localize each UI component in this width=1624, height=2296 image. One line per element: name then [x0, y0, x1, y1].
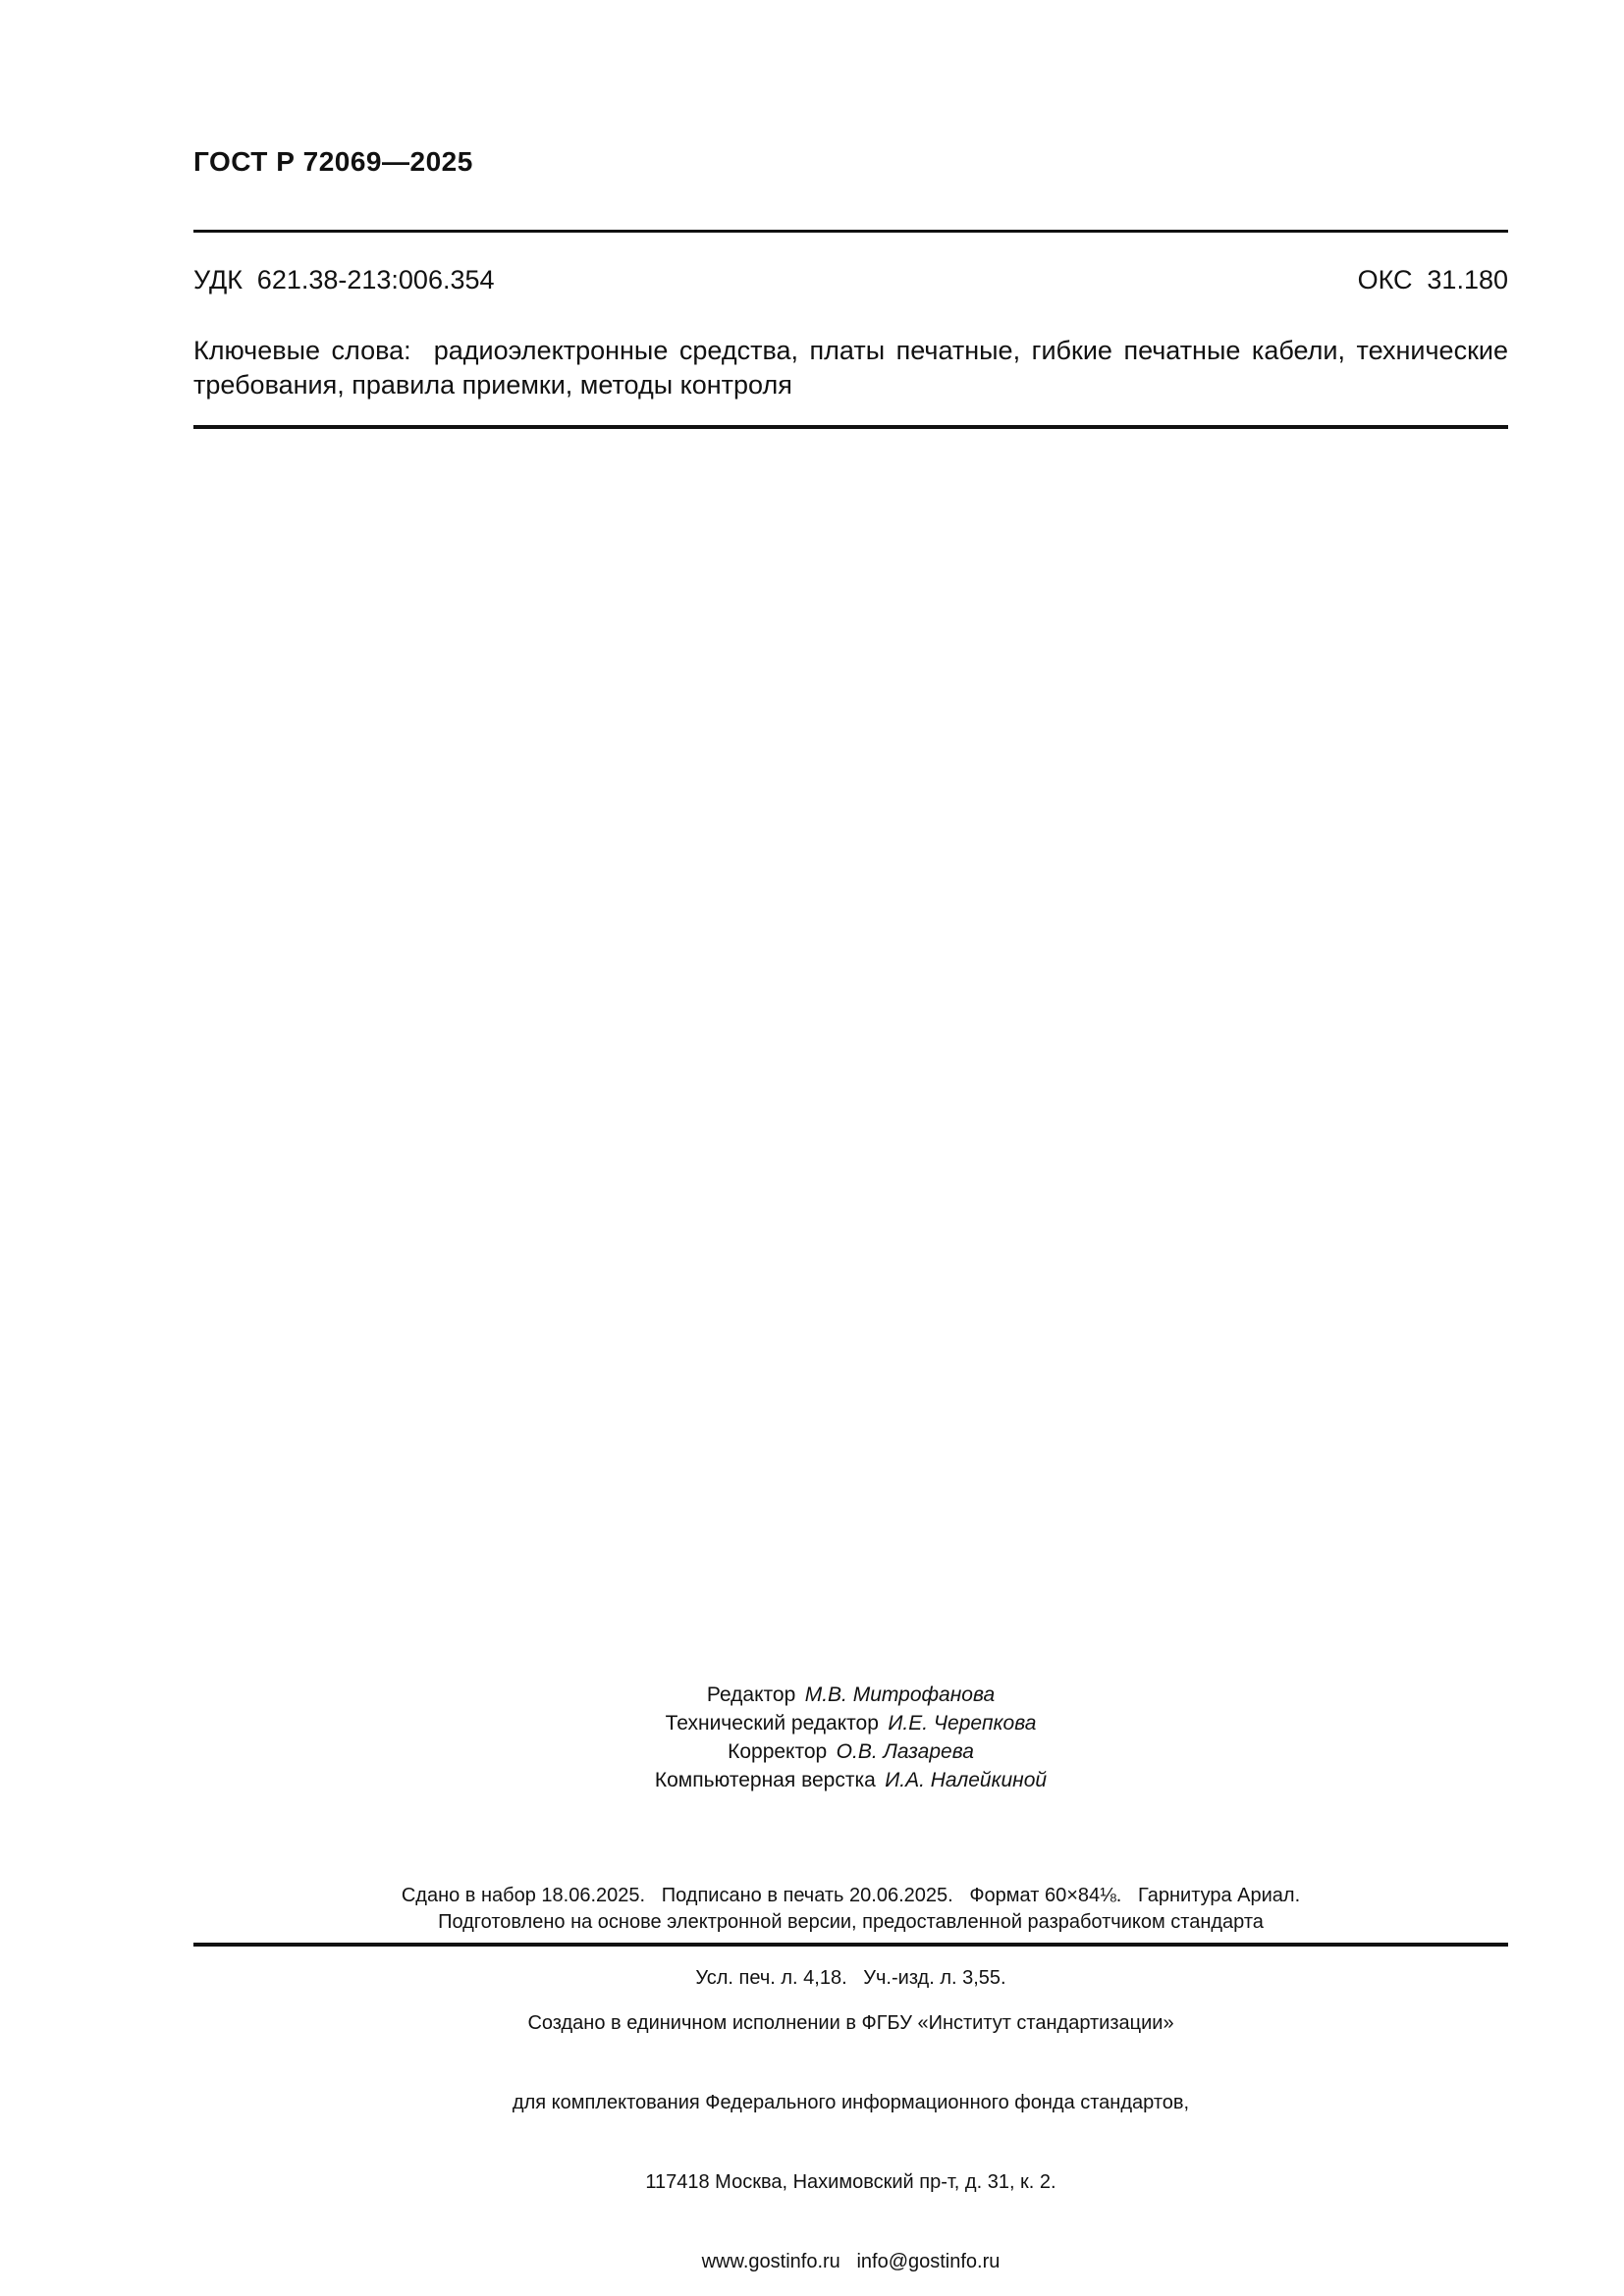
editor-line [193, 1709, 1508, 1737]
oks-code [1358, 263, 1508, 297]
editor-role: Технический редактор [665, 1712, 879, 1735]
divider-keywords [193, 425, 1508, 429]
page-title: ГОСТ Р 72069—2025 [193, 146, 473, 177]
editor-name: М.В. Митрофанова [804, 1683, 996, 1706]
oks-value: 31.180 [1427, 265, 1508, 294]
editor-name: О.В. Лазарева [836, 1740, 974, 1763]
publisher-line-2: для комплектования Федерального информационного фонда стандартов, [512, 2092, 1190, 2113]
editor-line [193, 1766, 1508, 1794]
classification-row [193, 263, 1508, 297]
udk-code [193, 263, 495, 297]
keywords-paragraph: Ключевые слова: радиоэлектронные средства, платы печатные, гибкие печатные кабели, технические требования, правила приемки, методы контроля [193, 336, 1508, 400]
divider-bottom [193, 1943, 1508, 1947]
editors-block [193, 1681, 1508, 1794]
editor-role: Редактор [706, 1683, 796, 1706]
editor-name: И.Е. Черепкова [888, 1712, 1037, 1735]
editor-role: Компьютерная верстка [654, 1769, 876, 1791]
editor-name: И.А. Налейкиной [885, 1769, 1048, 1791]
editor-line [193, 1681, 1508, 1709]
udk-label: УДК [193, 265, 243, 294]
divider-top [193, 230, 1508, 233]
imprint-line-2: Усл. печ. л. 4,18. Уч.-изд. л. 3,55. [695, 1967, 1006, 1989]
editor-line [193, 1737, 1508, 1766]
publisher-block [193, 1957, 1508, 2296]
publisher-line-1: Создано в единичном исполнении в ФГБУ «Институт стандартизации» [527, 2012, 1174, 2034]
oks-label: ОКС [1357, 265, 1413, 294]
publisher-address: 117418 Москва, Нахимовский пр-т, д. 31, к. 2. [645, 2171, 1056, 2193]
publisher-contacts: www.gostinfo.ru info@gostinfo.ru [701, 2251, 1001, 2272]
editor-role: Корректор [728, 1740, 828, 1763]
imprint-line-1: Сдано в набор 18.06.2025. Подписано в печать 20.06.2025. Формат 60×84⅛. Гарнитура Ариал. [401, 1885, 1301, 1906]
udk-value: 621.38-213:006.354 [256, 265, 495, 294]
prepared-note: Подготовлено на основе электронной версии, предоставленной разработчиком стандарта [438, 1911, 1264, 1933]
